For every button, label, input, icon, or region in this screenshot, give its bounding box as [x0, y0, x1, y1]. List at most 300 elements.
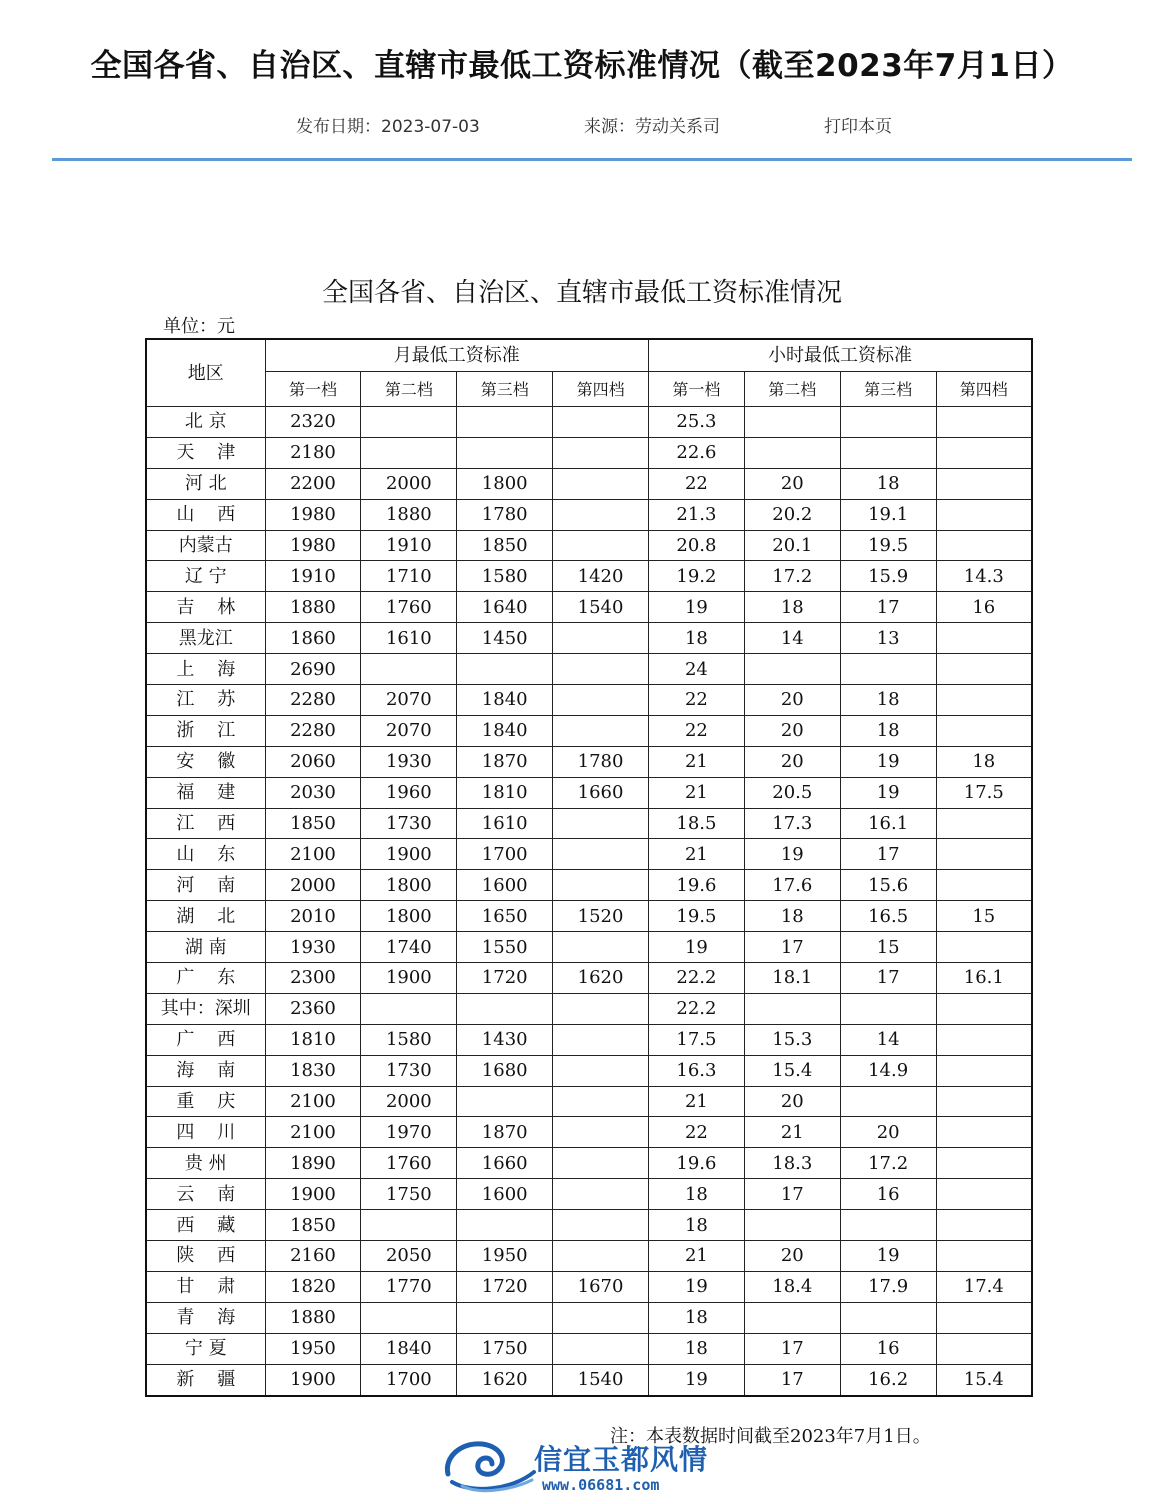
monthly-tier-1-cell: 1900 [265, 1364, 361, 1395]
hourly-tier-2-cell: 20 [744, 1086, 840, 1117]
monthly-tier-3-cell: 1870 [457, 1117, 553, 1148]
hourly-tier-1-cell: 18.5 [649, 808, 745, 839]
monthly-tier-3-cell: 1800 [457, 468, 553, 499]
monthly-tier-1-cell: 1880 [265, 592, 361, 623]
region-cell: 陕 西 [146, 1241, 265, 1272]
hourly-tier-3-cell: 16 [840, 1179, 936, 1210]
monthly-tier-4-cell [553, 715, 649, 746]
table-row [146, 1210, 1032, 1241]
region-cell: 湖 南 [146, 932, 265, 963]
hourly-tier-4-cell [936, 870, 1032, 901]
region-cell: 海 南 [146, 1055, 265, 1086]
monthly-tier-2-cell: 1880 [361, 499, 457, 530]
table-row [146, 1364, 1032, 1395]
hourly-tier-3-cell [840, 437, 936, 468]
table-row [146, 1333, 1032, 1364]
print-page-link[interactable]: 打印本页 [824, 117, 892, 137]
monthly-tier-1-cell: 1810 [265, 1024, 361, 1055]
monthly-tier-4-cell [553, 1302, 649, 1333]
monthly-tier-3-header: 第三档 [457, 372, 553, 407]
hourly-tier-4-cell [936, 1086, 1032, 1117]
monthly-tier-4-cell: 1540 [553, 1364, 649, 1395]
region-cell: 吉 林 [146, 592, 265, 623]
table-row [146, 777, 1032, 808]
hourly-tier-3-cell: 16.2 [840, 1364, 936, 1395]
hourly-tier-3-cell: 15 [840, 932, 936, 963]
region-cell: 四 川 [146, 1117, 265, 1148]
monthly-tier-3-cell: 1810 [457, 777, 553, 808]
hourly-tier-4-cell [936, 530, 1032, 561]
hourly-tier-2-cell: 17.2 [744, 561, 840, 592]
table-row [146, 715, 1032, 746]
hourly-tier-1-cell: 18 [649, 1210, 745, 1241]
hourly-tier-1-header: 第一档 [649, 372, 745, 407]
monthly-tier-2-header: 第二档 [361, 372, 457, 407]
monthly-tier-4-cell: 1520 [553, 901, 649, 932]
hourly-tier-2-cell: 21 [744, 1117, 840, 1148]
hourly-tier-4-cell [936, 499, 1032, 530]
hourly-tier-2-cell: 18.3 [744, 1148, 840, 1179]
monthly-tier-2-cell [361, 1302, 457, 1333]
hourly-tier-4-cell [936, 1302, 1032, 1333]
table-row [146, 1117, 1032, 1148]
monthly-tier-3-cell: 1870 [457, 746, 553, 777]
hourly-tier-1-cell: 18 [649, 623, 745, 654]
hourly-tier-3-cell: 18 [840, 715, 936, 746]
monthly-tier-1-cell: 2160 [265, 1241, 361, 1272]
hourly-tier-4-cell [936, 1148, 1032, 1179]
monthly-tier-1-cell: 2200 [265, 468, 361, 499]
hourly-tier-1-cell: 22.2 [649, 963, 745, 994]
hourly-tier-3-cell: 17.9 [840, 1271, 936, 1302]
hourly-tier-2-cell: 15.3 [744, 1024, 840, 1055]
monthly-tier-1-cell: 2060 [265, 746, 361, 777]
monthly-tier-2-cell: 1580 [361, 1024, 457, 1055]
hourly-tier-3-cell: 17 [840, 839, 936, 870]
hourly-tier-1-cell: 22.6 [649, 437, 745, 468]
region-cell: 北 京 [146, 407, 265, 438]
monthly-tier-2-cell: 1800 [361, 901, 457, 932]
monthly-tier-1-cell: 2360 [265, 993, 361, 1024]
hourly-tier-3-cell: 19 [840, 746, 936, 777]
monthly-tier-1-cell: 2280 [265, 715, 361, 746]
hourly-tier-1-cell: 22.2 [649, 993, 745, 1024]
hourly-header: 小时最低工资标准 [649, 339, 1033, 372]
watermark-url: www.06681.com [542, 1476, 660, 1494]
hourly-tier-4-cell [936, 1241, 1032, 1272]
hourly-tier-1-cell: 22 [649, 468, 745, 499]
monthly-tier-1-cell: 1880 [265, 1302, 361, 1333]
watermark-site-name: 信宜玉都风情 [534, 1443, 709, 1476]
monthly-tier-4-cell: 1780 [553, 746, 649, 777]
hourly-tier-4-cell [936, 808, 1032, 839]
hourly-tier-3-cell: 17 [840, 592, 936, 623]
hourly-tier-3-cell: 13 [840, 623, 936, 654]
region-cell: 河 南 [146, 870, 265, 901]
document-title: 全国各省、自治区、直辖市最低工资标准情况 [321, 278, 842, 308]
hourly-tier-4-cell [936, 1179, 1032, 1210]
monthly-tier-1-cell: 2320 [265, 407, 361, 438]
monthly-tier-4-cell [553, 1086, 649, 1117]
region-cell: 山 西 [146, 499, 265, 530]
monthly-tier-1-cell: 1820 [265, 1271, 361, 1302]
hourly-tier-2-header: 第二档 [744, 372, 840, 407]
monthly-tier-4-cell [553, 1055, 649, 1086]
hourly-tier-3-cell: 20 [840, 1117, 936, 1148]
hourly-tier-2-cell: 17.3 [744, 808, 840, 839]
hourly-tier-2-cell: 20 [744, 715, 840, 746]
hourly-tier-2-cell [744, 407, 840, 438]
hourly-tier-2-cell: 18 [744, 592, 840, 623]
monthly-tier-4-cell [553, 654, 649, 685]
hourly-tier-1-cell: 25.3 [649, 407, 745, 438]
monthly-tier-2-cell: 1900 [361, 839, 457, 870]
monthly-tier-3-cell [457, 1210, 553, 1241]
hourly-tier-4-cell [936, 1210, 1032, 1241]
monthly-tier-1-cell: 2030 [265, 777, 361, 808]
hourly-tier-1-cell: 18 [649, 1333, 745, 1364]
hourly-tier-3-cell: 19.1 [840, 499, 936, 530]
hourly-tier-4-cell [936, 1055, 1032, 1086]
monthly-tier-1-cell: 1850 [265, 1210, 361, 1241]
hourly-tier-4-cell [936, 1333, 1032, 1364]
hourly-tier-1-cell: 21 [649, 777, 745, 808]
hourly-tier-3-cell: 16.5 [840, 901, 936, 932]
monthly-tier-1-cell: 1900 [265, 1179, 361, 1210]
monthly-tier-2-cell: 1800 [361, 870, 457, 901]
hourly-tier-1-cell: 16.3 [649, 1055, 745, 1086]
hourly-tier-1-cell: 22 [649, 715, 745, 746]
monthly-tier-4-header: 第四档 [553, 372, 649, 407]
monthly-tier-3-cell: 1720 [457, 1271, 553, 1302]
monthly-tier-4-cell [553, 1148, 649, 1179]
monthly-tier-2-cell [361, 437, 457, 468]
hourly-tier-4-cell [936, 1117, 1032, 1148]
hourly-tier-2-cell: 20 [744, 746, 840, 777]
table-row [146, 1302, 1032, 1333]
region-cell: 其中：深圳 [146, 993, 265, 1024]
hourly-tier-3-cell [840, 407, 936, 438]
hourly-tier-2-cell: 19 [744, 839, 840, 870]
monthly-tier-1-cell: 1980 [265, 499, 361, 530]
monthly-tier-4-cell [553, 530, 649, 561]
hourly-tier-2-cell: 15.4 [744, 1055, 840, 1086]
hourly-tier-3-cell: 18 [840, 685, 936, 716]
monthly-tier-4-cell [553, 1024, 649, 1055]
monthly-tier-4-cell [553, 993, 649, 1024]
hourly-tier-3-cell [840, 1086, 936, 1117]
hourly-tier-4-cell: 15.4 [936, 1364, 1032, 1395]
hourly-tier-1-cell: 21 [649, 746, 745, 777]
monthly-tier-2-cell: 1840 [361, 1333, 457, 1364]
monthly-tier-2-cell [361, 407, 457, 438]
hourly-tier-1-cell: 21 [649, 1241, 745, 1272]
region-cell: 重 庆 [146, 1086, 265, 1117]
table-row [146, 1055, 1032, 1086]
monthly-tier-3-cell: 1700 [457, 839, 553, 870]
monthly-tier-2-cell: 1740 [361, 932, 457, 963]
monthly-tier-4-cell [553, 932, 649, 963]
monthly-tier-4-cell: 1540 [553, 592, 649, 623]
monthly-tier-4-cell: 1660 [553, 777, 649, 808]
monthly-tier-3-cell: 1650 [457, 901, 553, 932]
monthly-tier-3-cell: 1430 [457, 1024, 553, 1055]
monthly-header: 月最低工资标准 [265, 339, 648, 372]
region-cell: 浙 江 [146, 715, 265, 746]
table-row [146, 437, 1032, 468]
region-cell: 湖 北 [146, 901, 265, 932]
hourly-tier-2-cell [744, 1302, 840, 1333]
region-cell: 辽 宁 [146, 561, 265, 592]
monthly-tier-1-cell: 2690 [265, 654, 361, 685]
hourly-tier-3-header: 第三档 [840, 372, 936, 407]
hourly-tier-2-cell: 17 [744, 1333, 840, 1364]
region-cell: 山 东 [146, 839, 265, 870]
monthly-tier-3-cell: 1840 [457, 685, 553, 716]
monthly-tier-1-cell: 2100 [265, 839, 361, 870]
monthly-tier-2-cell: 1710 [361, 561, 457, 592]
table-row [146, 499, 1032, 530]
monthly-tier-2-cell: 1970 [361, 1117, 457, 1148]
table-row [146, 870, 1032, 901]
monthly-tier-4-cell [553, 1241, 649, 1272]
hourly-tier-1-cell: 19 [649, 932, 745, 963]
monthly-tier-2-cell: 1760 [361, 1148, 457, 1179]
hourly-tier-1-cell: 18 [649, 1179, 745, 1210]
region-cell: 新 疆 [146, 1364, 265, 1395]
region-cell: 江 西 [146, 808, 265, 839]
monthly-tier-1-cell: 2300 [265, 963, 361, 994]
hourly-tier-4-cell: 17.4 [936, 1271, 1032, 1302]
hourly-tier-2-cell: 20 [744, 468, 840, 499]
hourly-tier-2-cell [744, 1210, 840, 1241]
monthly-tier-3-cell [457, 1302, 553, 1333]
monthly-tier-3-cell: 1610 [457, 808, 553, 839]
region-cell: 黑龙江 [146, 623, 265, 654]
hourly-tier-4-cell: 14.3 [936, 561, 1032, 592]
hourly-tier-4-cell [936, 932, 1032, 963]
monthly-tier-4-cell [553, 468, 649, 499]
monthly-tier-3-cell [457, 1086, 553, 1117]
hourly-tier-1-cell: 21 [649, 1086, 745, 1117]
region-cell: 江 苏 [146, 685, 265, 716]
monthly-tier-3-cell [457, 407, 553, 438]
monthly-tier-1-cell: 1980 [265, 530, 361, 561]
region-cell: 甘 肃 [146, 1271, 265, 1302]
table-row [146, 1271, 1032, 1302]
monthly-tier-4-cell [553, 437, 649, 468]
table-row [146, 963, 1032, 994]
hourly-tier-4-header: 第四档 [936, 372, 1032, 407]
hourly-tier-1-cell: 19 [649, 592, 745, 623]
monthly-tier-3-cell: 1780 [457, 499, 553, 530]
hourly-tier-4-cell: 18 [936, 746, 1032, 777]
monthly-tier-1-cell: 2180 [265, 437, 361, 468]
hourly-tier-4-cell: 16 [936, 592, 1032, 623]
region-cell: 青 海 [146, 1302, 265, 1333]
source-label: 来源：劳动关系司 [584, 117, 720, 137]
region-cell: 贵 州 [146, 1148, 265, 1179]
region-cell: 安 徽 [146, 746, 265, 777]
monthly-tier-2-cell: 1910 [361, 530, 457, 561]
monthly-tier-4-cell [553, 1179, 649, 1210]
monthly-tier-2-cell: 2000 [361, 468, 457, 499]
monthly-tier-3-cell: 1640 [457, 592, 553, 623]
hourly-tier-3-cell [840, 1210, 936, 1241]
hourly-tier-3-cell: 16 [840, 1333, 936, 1364]
table-row [146, 468, 1032, 499]
hourly-tier-3-cell [840, 993, 936, 1024]
monthly-tier-1-cell: 1860 [265, 623, 361, 654]
monthly-tier-4-cell: 1620 [553, 963, 649, 994]
region-cell: 广 东 [146, 963, 265, 994]
hourly-tier-1-cell: 17.5 [649, 1024, 745, 1055]
table-row [146, 685, 1032, 716]
hourly-tier-2-cell: 14 [744, 623, 840, 654]
monthly-tier-4-cell: 1670 [553, 1271, 649, 1302]
monthly-tier-1-cell: 1910 [265, 561, 361, 592]
monthly-tier-1-cell: 1930 [265, 932, 361, 963]
hourly-tier-2-cell: 17.6 [744, 870, 840, 901]
hourly-tier-4-cell [936, 654, 1032, 685]
monthly-tier-3-cell: 1850 [457, 530, 553, 561]
monthly-tier-3-cell: 1660 [457, 1148, 553, 1179]
monthly-tier-1-cell: 2100 [265, 1117, 361, 1148]
hourly-tier-2-cell [744, 993, 840, 1024]
table-row [146, 561, 1032, 592]
hourly-tier-4-cell: 16.1 [936, 963, 1032, 994]
watermark-logo [442, 1436, 732, 1496]
hourly-tier-4-cell [936, 437, 1032, 468]
table-row [146, 839, 1032, 870]
table-row [146, 623, 1032, 654]
hourly-tier-1-cell: 24 [649, 654, 745, 685]
monthly-tier-4-cell [553, 839, 649, 870]
hourly-tier-2-cell: 17 [744, 1179, 840, 1210]
hourly-tier-2-cell [744, 654, 840, 685]
hourly-tier-1-cell: 18 [649, 1302, 745, 1333]
monthly-tier-3-cell: 1840 [457, 715, 553, 746]
monthly-tier-3-cell [457, 993, 553, 1024]
monthly-tier-2-cell: 1760 [361, 592, 457, 623]
hourly-tier-1-cell: 19.5 [649, 901, 745, 932]
table-row [146, 993, 1032, 1024]
table-row [146, 592, 1032, 623]
monthly-tier-2-cell: 2000 [361, 1086, 457, 1117]
monthly-tier-1-cell: 2000 [265, 870, 361, 901]
monthly-tier-2-cell: 1770 [361, 1271, 457, 1302]
hourly-tier-2-cell: 20 [744, 1241, 840, 1272]
monthly-tier-2-cell [361, 993, 457, 1024]
monthly-tier-2-cell: 1730 [361, 808, 457, 839]
table-row [146, 932, 1032, 963]
monthly-tier-3-cell [457, 654, 553, 685]
monthly-tier-4-cell [553, 870, 649, 901]
hourly-tier-1-cell: 19.6 [649, 870, 745, 901]
region-cell: 上 海 [146, 654, 265, 685]
region-cell: 西 藏 [146, 1210, 265, 1241]
table-row [146, 1024, 1032, 1055]
hourly-tier-1-cell: 21 [649, 839, 745, 870]
monthly-tier-4-cell [553, 407, 649, 438]
monthly-tier-4-cell [553, 1117, 649, 1148]
hourly-tier-2-cell: 17 [744, 932, 840, 963]
hourly-tier-2-cell: 20.1 [744, 530, 840, 561]
monthly-tier-2-cell: 1610 [361, 623, 457, 654]
hourly-tier-2-cell: 18.1 [744, 963, 840, 994]
monthly-tier-2-cell: 1730 [361, 1055, 457, 1086]
hourly-tier-4-cell [936, 623, 1032, 654]
monthly-tier-2-cell: 1750 [361, 1179, 457, 1210]
hourly-tier-3-cell: 18 [840, 468, 936, 499]
region-cell: 广 西 [146, 1024, 265, 1055]
region-cell: 内蒙古 [146, 530, 265, 561]
minimum-wage-table [145, 338, 1033, 1397]
monthly-tier-3-cell: 1950 [457, 1241, 553, 1272]
monthly-tier-3-cell: 1720 [457, 963, 553, 994]
hourly-tier-3-cell: 17.2 [840, 1148, 936, 1179]
monthly-tier-2-cell: 2070 [361, 685, 457, 716]
hourly-tier-3-cell [840, 1302, 936, 1333]
hourly-tier-2-cell [744, 437, 840, 468]
region-cell: 云 南 [146, 1179, 265, 1210]
monthly-tier-2-cell [361, 654, 457, 685]
monthly-tier-3-cell: 1550 [457, 932, 553, 963]
hourly-tier-3-cell: 15.9 [840, 561, 936, 592]
monthly-tier-2-cell: 1930 [361, 746, 457, 777]
monthly-tier-2-cell: 2050 [361, 1241, 457, 1272]
hourly-tier-3-cell: 15.6 [840, 870, 936, 901]
hourly-tier-4-cell [936, 468, 1032, 499]
hourly-tier-3-cell: 19.5 [840, 530, 936, 561]
hourly-tier-1-cell: 22 [649, 685, 745, 716]
hourly-tier-1-cell: 19 [649, 1364, 745, 1395]
monthly-tier-3-cell: 1680 [457, 1055, 553, 1086]
hourly-tier-2-cell: 18.4 [744, 1271, 840, 1302]
monthly-tier-3-cell: 1600 [457, 1179, 553, 1210]
monthly-tier-4-cell [553, 1210, 649, 1241]
hourly-tier-4-cell [936, 407, 1032, 438]
table-row [146, 901, 1032, 932]
hourly-tier-1-cell: 21.3 [649, 499, 745, 530]
region-cell: 福 建 [146, 777, 265, 808]
monthly-tier-1-cell: 2280 [265, 685, 361, 716]
hourly-tier-1-cell: 20.8 [649, 530, 745, 561]
hourly-tier-3-cell: 14 [840, 1024, 936, 1055]
monthly-tier-3-cell: 1600 [457, 870, 553, 901]
monthly-tier-2-cell: 1900 [361, 963, 457, 994]
region-cell: 河 北 [146, 468, 265, 499]
monthly-tier-3-cell: 1750 [457, 1333, 553, 1364]
hourly-tier-3-cell: 16.1 [840, 808, 936, 839]
hourly-tier-2-cell: 18 [744, 901, 840, 932]
table-body [146, 407, 1032, 1396]
monthly-tier-1-cell: 1890 [265, 1148, 361, 1179]
table-row [146, 746, 1032, 777]
hourly-tier-4-cell [936, 993, 1032, 1024]
monthly-tier-4-cell [553, 685, 649, 716]
monthly-tier-4-cell [553, 808, 649, 839]
hourly-tier-3-cell: 19 [840, 1241, 936, 1272]
table-row [146, 530, 1032, 561]
footnote: 注：本表数据时间截至2023年7月1日。 [610, 1426, 931, 1447]
hourly-tier-1-cell: 22 [649, 1117, 745, 1148]
monthly-tier-1-cell: 1850 [265, 808, 361, 839]
region-header: 地区 [146, 339, 265, 407]
monthly-tier-1-cell: 2010 [265, 901, 361, 932]
region-cell: 天 津 [146, 437, 265, 468]
hourly-tier-3-cell [840, 654, 936, 685]
